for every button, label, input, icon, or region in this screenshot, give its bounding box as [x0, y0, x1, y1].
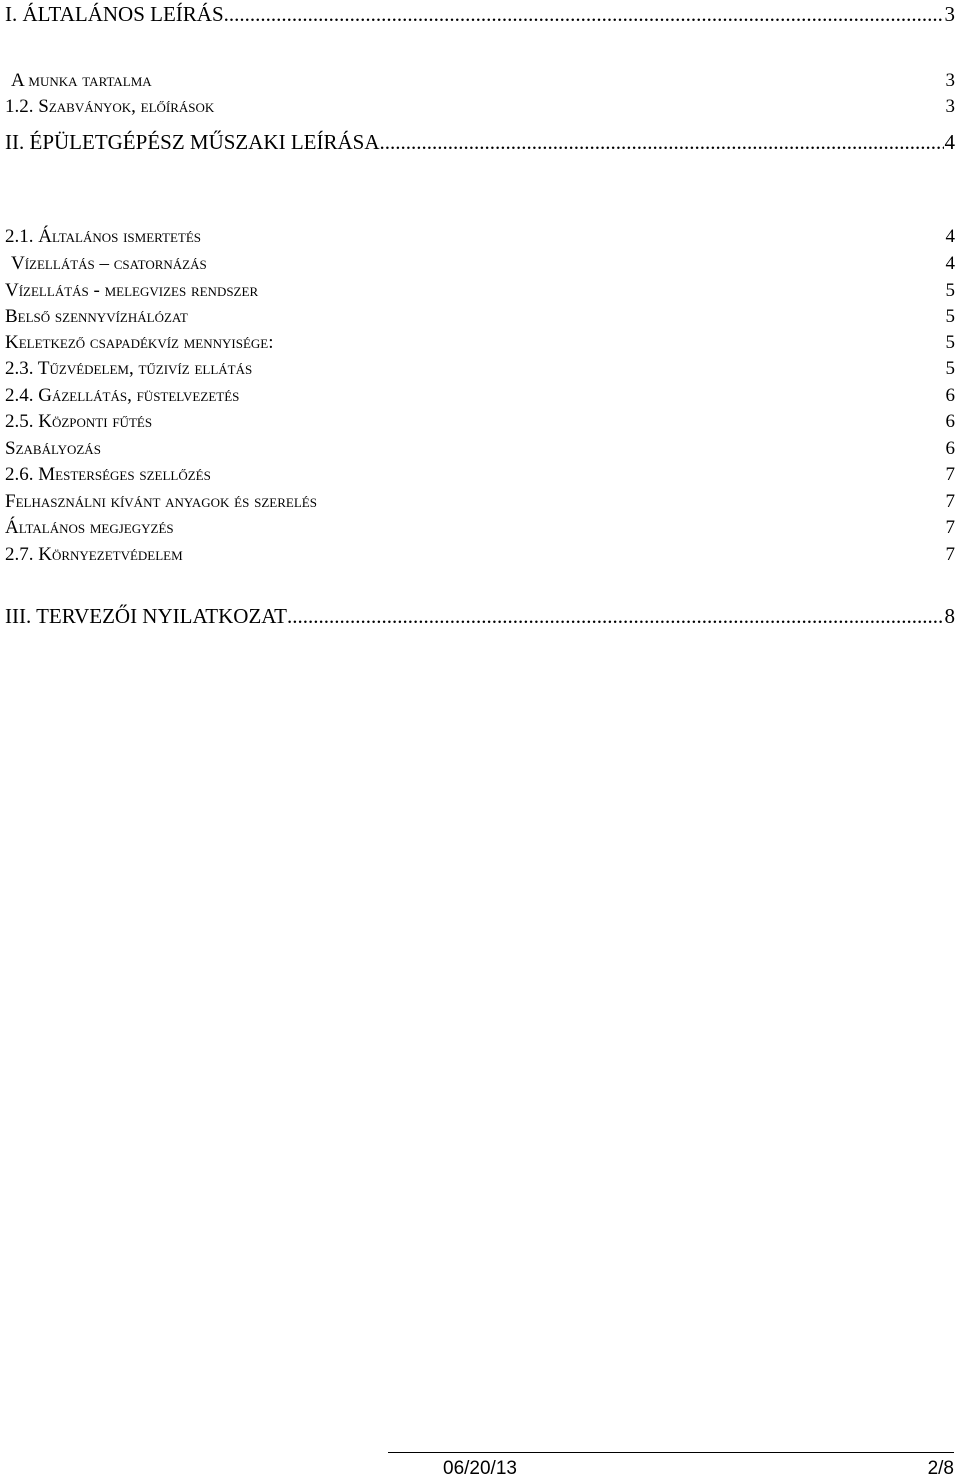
toc-entry-materials[interactable]	[5, 491, 955, 513]
toc-entry-fire-protection[interactable]	[5, 358, 955, 380]
toc-entry-central-heating[interactable]	[5, 411, 955, 433]
toc-entry-page: 7	[945, 464, 955, 485]
toc-entry-general-description[interactable]	[5, 2, 955, 27]
toc-entry-standards[interactable]	[5, 96, 955, 118]
toc-entry-title: 2.5. Központi fűtés	[5, 411, 153, 432]
toc-entry-page: 4	[945, 253, 955, 274]
toc-entry-title: Felhasználni kívánt anyagok és szerelés	[5, 491, 317, 512]
toc-entry-page: 3	[945, 96, 955, 117]
toc-entry-page: 3	[944, 2, 955, 26]
toc-entry-environment[interactable]	[5, 544, 955, 566]
toc-entry-page: 3	[945, 70, 955, 91]
toc-entry-regulation[interactable]	[5, 438, 955, 460]
toc-entry-page: 7	[945, 544, 955, 565]
toc-entry-title: Vízellátás – csatornázás	[11, 253, 207, 274]
toc-entry-title: III. TERVEZŐI NYILATKOZAT	[5, 604, 287, 628]
toc-entry-title: Vízellátás - melegvizes rendszer	[5, 280, 259, 301]
toc-entry-title: Belső szennyvízhálózat	[5, 306, 188, 327]
toc-entry-title: Általános megjegyzés	[5, 517, 174, 538]
toc-entry-title: II. ÉPÜLETGÉPÉSZ MŰSZAKI LEÍRÁSA	[5, 130, 380, 154]
toc-entry-ventilation[interactable]	[5, 464, 955, 486]
toc-entry-title: I. ÁLTALÁNOS LEÍRÁS	[5, 2, 224, 26]
toc-entry-page: 5	[945, 306, 955, 327]
toc-entry-page: 5	[945, 358, 955, 379]
toc-entry-work-content[interactable]	[5, 70, 955, 92]
toc-entry-general-note[interactable]	[5, 517, 955, 539]
toc-entry-title: 2.6. Mesterséges szellőzés	[5, 464, 211, 485]
toc-entry-general-overview[interactable]	[5, 226, 955, 248]
toc-entry-water-sewage[interactable]	[5, 253, 955, 275]
toc-entry-page: 4	[944, 130, 955, 154]
toc-entry-title: 2.1. Általános ismertetés	[5, 226, 202, 247]
toc-entry-title: Keletkező csapadékvíz mennyisége:	[5, 332, 274, 353]
toc-entry-title: 2.4. Gázellátás, füstelvezetés	[5, 385, 240, 406]
toc-entry-page: 4	[945, 226, 955, 247]
toc-entry-mechanical-description[interactable]	[5, 130, 955, 155]
toc-dot-leader	[224, 2, 944, 27]
toc-dot-leader	[287, 604, 944, 629]
toc-entry-internal-sewage[interactable]	[5, 306, 955, 328]
toc-entry-title: 2.3. Tűzvédelem, tűzivíz ellátás	[5, 358, 253, 379]
toc-entry-title: 2.7. Környezetvédelem	[5, 544, 183, 565]
toc-entry-page: 7	[945, 491, 955, 512]
toc-entry-page: 6	[945, 438, 955, 459]
footer-page-number: 2/8	[927, 1458, 954, 1479]
toc-dot-leader	[379, 130, 943, 155]
toc-entry-page: 6	[945, 411, 955, 432]
toc-entry-designer-statement[interactable]	[5, 604, 955, 629]
toc-entry-page: 7	[945, 517, 955, 538]
toc-entry-hot-water[interactable]	[5, 280, 955, 302]
toc-entry-title: 1.2. Szabványok, előírások	[5, 96, 215, 117]
toc-entry-title: Szabályozás	[5, 438, 101, 459]
toc-entry-title: A munka tartalma	[11, 70, 152, 91]
toc-entry-page: 5	[945, 332, 955, 353]
toc-entry-page: 6	[945, 385, 955, 406]
footer-divider	[388, 1452, 954, 1453]
toc-entry-gas-supply[interactable]	[5, 385, 955, 407]
footer-date: 06/20/13	[443, 1458, 517, 1479]
toc-entry-page: 5	[945, 280, 955, 301]
toc-entry-rainwater[interactable]	[5, 332, 955, 354]
toc-entry-page: 8	[944, 604, 955, 628]
